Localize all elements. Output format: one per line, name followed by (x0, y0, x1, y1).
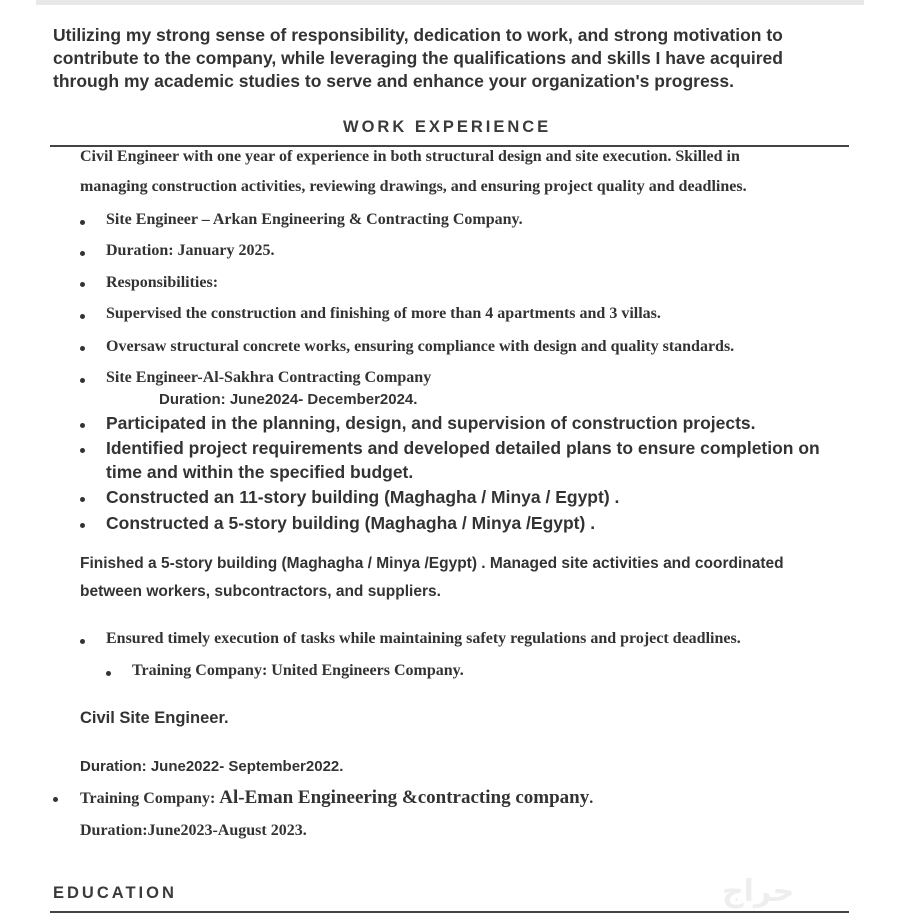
duration-2022: Duration: June2022- September2022. (80, 758, 344, 775)
bullet-dot (80, 251, 85, 256)
bullet-dot (80, 220, 85, 225)
summary-line-1: Civil Engineer with one year of experience in both structural design and site execution. Skilled in (80, 148, 740, 165)
sakhra-item-2-line-1: Identified project requirements and developed detailed plans to ensure completion on (106, 438, 820, 458)
sakhra-item-1: Participated in the planning, design, and supervision of construction projects. (106, 413, 756, 433)
civil-site-engineer: Civil Site Engineer. (80, 709, 229, 727)
training-2-period: . (589, 790, 594, 807)
bullet-dot (80, 346, 85, 351)
duration-2023: Duration:June2023-August 2023. (80, 822, 307, 839)
finished-line-2: between workers, subcontractors, and suppliers. (80, 583, 441, 600)
sakhra-title: Site Engineer-Al-Sakhra Contracting Company (106, 369, 432, 386)
summary-line-2: managing construction activities, reviewing drawings, and ensuring project quality and deadlines. (80, 178, 747, 195)
top-divider (36, 0, 864, 5)
bullet-dot (80, 378, 85, 383)
bullet-dot (80, 282, 85, 287)
education-heading: EDUCATION (53, 884, 177, 902)
bullet-dot (80, 448, 85, 453)
finished-line-1: Finished a 5-story building (Maghagha / Minya /Egypt) . Managed site activities and coordinated (80, 555, 784, 572)
arkan-item-1: Supervised the construction and finishing of more than 4 apartments and 3 villas. (106, 305, 661, 322)
ensured-line: Ensured timely execution of tasks while maintaining safety regulations and project deadlines. (106, 630, 741, 647)
bullet-dot (80, 639, 85, 644)
bullet-dot (80, 497, 85, 502)
objective-paragraph: Utilizing my strong sense of responsibility, dedication to work, and strong motivation to contribute to the company, while leveraging the qualifications and skills I have acquired through my academic studies to serve and enhance your organization's progress. (53, 25, 783, 91)
work-experience-heading: WORK EXPERIENCE (343, 118, 552, 136)
watermark-logo: حراج (722, 874, 795, 909)
sakhra-item-4: Constructed a 5-story building (Maghagha / Minya /Egypt) . (106, 513, 596, 533)
bullet-dot (53, 797, 58, 802)
sakhra-item-3: Constructed an 11-story building (Maghagha / Minya / Egypt) . (106, 487, 620, 507)
training-2-company: Al-Eman Engineering &contracting company (219, 787, 590, 808)
arkan-title: Site Engineer – Arkan Engineering & Contracting Company. (106, 211, 523, 228)
work-experience-rule (50, 145, 849, 147)
bullet-dot (80, 423, 85, 428)
training-2-label: Training Company: (80, 790, 220, 807)
arkan-responsibilities: Responsibilities: (106, 274, 219, 291)
training-2 (80, 787, 593, 809)
sakhra-item-2-line-2: time and within the specified budget. (106, 462, 414, 482)
education-rule (50, 911, 849, 913)
bullet-dot (106, 671, 111, 676)
bullet-dot (80, 523, 85, 528)
arkan-duration: Duration: January 2025. (106, 242, 275, 259)
training-1: Training Company: United Engineers Company. (132, 662, 464, 679)
sakhra-duration: Duration: June2024- December2024. (159, 391, 418, 408)
bullet-dot (80, 314, 85, 319)
arkan-item-2: Oversaw structural concrete works, ensuring compliance with design and quality standards. (106, 338, 735, 355)
